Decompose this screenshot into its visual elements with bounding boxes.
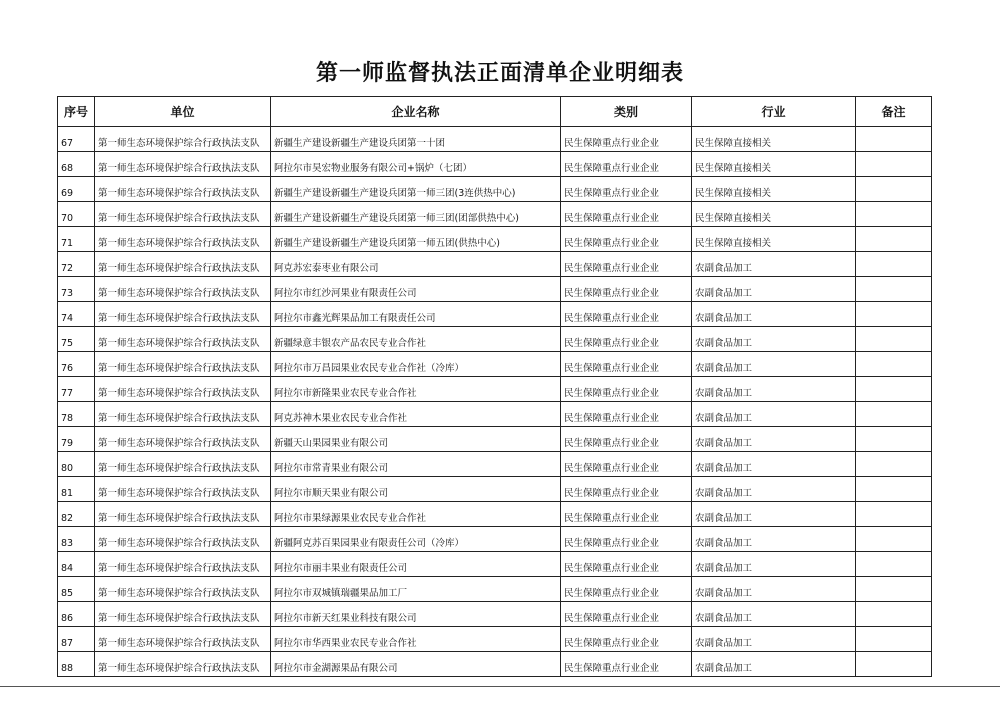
- cell-unit: 第一师生态环境保护综合行政执法支队: [95, 427, 271, 452]
- cell-category: 民生保障重点行业企业: [561, 227, 692, 252]
- cell-industry: 农副食品加工: [692, 327, 856, 352]
- header-industry: 行业: [692, 97, 856, 127]
- cell-note: [856, 552, 932, 577]
- cell-industry: 农副食品加工: [692, 627, 856, 652]
- table-row: [58, 502, 932, 527]
- cell-company: 新疆生产建设新疆生产建设兵团第一师三团(团部供热中心): [271, 202, 561, 227]
- cell-industry: 民生保障直接相关: [692, 177, 856, 202]
- cell-unit: 第一师生态环境保护综合行政执法支队: [95, 452, 271, 477]
- cell-unit: 第一师生态环境保护综合行政执法支队: [95, 302, 271, 327]
- cell-company: 阿拉尔市果绿源果业农民专业合作社: [271, 502, 561, 527]
- table-row: [58, 577, 932, 602]
- cell-seq: 77: [58, 377, 95, 402]
- cell-seq: 88: [58, 652, 95, 677]
- cell-seq: 78: [58, 402, 95, 427]
- cell-company: 新疆生产建设新疆生产建设兵团第一师五团(供热中心): [271, 227, 561, 252]
- cell-category: 民生保障重点行业企业: [561, 527, 692, 552]
- table-row: [58, 602, 932, 627]
- cell-unit: 第一师生态环境保护综合行政执法支队: [95, 627, 271, 652]
- cell-note: [856, 527, 932, 552]
- cell-unit: 第一师生态环境保护综合行政执法支队: [95, 327, 271, 352]
- cell-company: 新疆生产建设新疆生产建设兵团第一十团: [271, 127, 561, 152]
- cell-seq: 73: [58, 277, 95, 302]
- table-row: [58, 152, 932, 177]
- cell-industry: 民生保障直接相关: [692, 202, 856, 227]
- cell-industry: 农副食品加工: [692, 502, 856, 527]
- cell-note: [856, 502, 932, 527]
- cell-seq: 85: [58, 577, 95, 602]
- table-row: [58, 452, 932, 477]
- cell-company: 新疆天山果园果业有限公司: [271, 427, 561, 452]
- header-company: 企业名称: [271, 97, 561, 127]
- cell-category: 民生保障重点行业企业: [561, 652, 692, 677]
- cell-category: 民生保障重点行业企业: [561, 452, 692, 477]
- page-title: 第一师监督执法正面清单企业明细表: [315, 60, 684, 86]
- cell-unit: 第一师生态环境保护综合行政执法支队: [95, 377, 271, 402]
- cell-category: 民生保障重点行业企业: [561, 277, 692, 302]
- cell-note: [856, 577, 932, 602]
- table-row: [58, 352, 932, 377]
- table-row: [58, 277, 932, 302]
- cell-company: 新疆绿意丰银农产品农民专业合作社: [271, 327, 561, 352]
- enterprise-table: [57, 96, 932, 677]
- cell-category: 民生保障重点行业企业: [561, 252, 692, 277]
- cell-note: [856, 227, 932, 252]
- table-row: [58, 202, 932, 227]
- cell-industry: 民生保障直接相关: [692, 227, 856, 252]
- cell-company: 阿拉尔市昊宏物业服务有限公司+锅炉（七团）: [271, 152, 561, 177]
- cell-industry: 农副食品加工: [692, 602, 856, 627]
- cell-industry: 农副食品加工: [692, 577, 856, 602]
- cell-category: 民生保障重点行业企业: [561, 302, 692, 327]
- cell-seq: 74: [58, 302, 95, 327]
- cell-seq: 76: [58, 352, 95, 377]
- cell-company: 阿克苏宏泰枣业有限公司: [271, 252, 561, 277]
- scan-edge-line: [0, 686, 1000, 687]
- cell-note: [856, 602, 932, 627]
- cell-note: [856, 652, 932, 677]
- cell-note: [856, 127, 932, 152]
- cell-unit: 第一师生态环境保护综合行政执法支队: [95, 177, 271, 202]
- table-row: [58, 552, 932, 577]
- cell-industry: 农副食品加工: [692, 427, 856, 452]
- cell-category: 民生保障重点行业企业: [561, 177, 692, 202]
- cell-unit: 第一师生态环境保护综合行政执法支队: [95, 152, 271, 177]
- cell-category: 民生保障重点行业企业: [561, 352, 692, 377]
- table-row: [58, 327, 932, 352]
- cell-industry: 农副食品加工: [692, 302, 856, 327]
- cell-seq: 84: [58, 552, 95, 577]
- cell-company: 阿拉尔市华西果业农民专业合作社: [271, 627, 561, 652]
- cell-note: [856, 377, 932, 402]
- cell-industry: 农副食品加工: [692, 652, 856, 677]
- cell-note: [856, 352, 932, 377]
- cell-company: 阿拉尔市新隆果业农民专业合作社: [271, 377, 561, 402]
- cell-seq: 68: [58, 152, 95, 177]
- cell-category: 民生保障重点行业企业: [561, 202, 692, 227]
- table-header-row: [58, 97, 932, 127]
- table-row: [58, 377, 932, 402]
- cell-industry: 农副食品加工: [692, 452, 856, 477]
- cell-category: 民生保障重点行业企业: [561, 427, 692, 452]
- table-row: [58, 402, 932, 427]
- cell-seq: 67: [58, 127, 95, 152]
- cell-note: [856, 152, 932, 177]
- cell-seq: 86: [58, 602, 95, 627]
- cell-company: 新疆阿克苏百果园果业有限责任公司（冷库）: [271, 527, 561, 552]
- cell-unit: 第一师生态环境保护综合行政执法支队: [95, 652, 271, 677]
- cell-category: 民生保障重点行业企业: [561, 627, 692, 652]
- cell-category: 民生保障重点行业企业: [561, 402, 692, 427]
- cell-seq: 82: [58, 502, 95, 527]
- cell-seq: 80: [58, 452, 95, 477]
- cell-unit: 第一师生态环境保护综合行政执法支队: [95, 577, 271, 602]
- cell-seq: 75: [58, 327, 95, 352]
- cell-company: 阿拉尔市丽丰果业有限责任公司: [271, 552, 561, 577]
- table-row: [58, 627, 932, 652]
- cell-unit: 第一师生态环境保护综合行政执法支队: [95, 477, 271, 502]
- cell-unit: 第一师生态环境保护综合行政执法支队: [95, 502, 271, 527]
- cell-unit: 第一师生态环境保护综合行政执法支队: [95, 127, 271, 152]
- cell-unit: 第一师生态环境保护综合行政执法支队: [95, 352, 271, 377]
- cell-company: 阿拉尔市万昌园果业农民专业合作社（冷库）: [271, 352, 561, 377]
- cell-industry: 民生保障直接相关: [692, 152, 856, 177]
- cell-company: 阿拉尔市鑫光辉果品加工有限责任公司: [271, 302, 561, 327]
- cell-industry: 农副食品加工: [692, 277, 856, 302]
- cell-category: 民生保障重点行业企业: [561, 377, 692, 402]
- cell-company: 阿拉尔市红沙河果业有限责任公司: [271, 277, 561, 302]
- cell-industry: 农副食品加工: [692, 477, 856, 502]
- cell-seq: 87: [58, 627, 95, 652]
- table-row: [58, 227, 932, 252]
- header-note: 备注: [856, 97, 932, 127]
- cell-seq: 72: [58, 252, 95, 277]
- cell-category: 民生保障重点行业企业: [561, 152, 692, 177]
- cell-note: [856, 252, 932, 277]
- table-body: [58, 127, 932, 677]
- cell-company: 阿拉尔市双城镇瑞疆果品加工厂: [271, 577, 561, 602]
- cell-category: 民生保障重点行业企业: [561, 327, 692, 352]
- cell-company: 阿拉尔市顺天果业有限公司: [271, 477, 561, 502]
- table-row: [58, 302, 932, 327]
- cell-unit: 第一师生态环境保护综合行政执法支队: [95, 602, 271, 627]
- cell-company: 阿拉尔市常青果业有限公司: [271, 452, 561, 477]
- cell-industry: 农副食品加工: [692, 252, 856, 277]
- table-row: [58, 177, 932, 202]
- cell-seq: 69: [58, 177, 95, 202]
- cell-seq: 70: [58, 202, 95, 227]
- cell-category: 民生保障重点行业企业: [561, 502, 692, 527]
- cell-seq: 71: [58, 227, 95, 252]
- table-row: [58, 652, 932, 677]
- cell-note: [856, 477, 932, 502]
- cell-unit: 第一师生态环境保护综合行政执法支队: [95, 277, 271, 302]
- cell-category: 民生保障重点行业企业: [561, 602, 692, 627]
- table-row: [58, 527, 932, 552]
- cell-industry: 民生保障直接相关: [692, 127, 856, 152]
- cell-note: [856, 177, 932, 202]
- header-unit: 单位: [95, 97, 271, 127]
- cell-note: [856, 202, 932, 227]
- cell-seq: 81: [58, 477, 95, 502]
- cell-note: [856, 327, 932, 352]
- cell-unit: 第一师生态环境保护综合行政执法支队: [95, 202, 271, 227]
- cell-note: [856, 627, 932, 652]
- cell-company: 阿克苏神木果业农民专业合作社: [271, 402, 561, 427]
- header-seq: 序号: [58, 97, 95, 127]
- cell-note: [856, 402, 932, 427]
- cell-unit: 第一师生态环境保护综合行政执法支队: [95, 402, 271, 427]
- cell-industry: 农副食品加工: [692, 377, 856, 402]
- cell-note: [856, 302, 932, 327]
- cell-unit: 第一师生态环境保护综合行政执法支队: [95, 527, 271, 552]
- cell-seq: 79: [58, 427, 95, 452]
- cell-category: 民生保障重点行业企业: [561, 552, 692, 577]
- cell-unit: 第一师生态环境保护综合行政执法支队: [95, 552, 271, 577]
- cell-industry: 农副食品加工: [692, 352, 856, 377]
- table-row: [58, 477, 932, 502]
- cell-seq: 83: [58, 527, 95, 552]
- cell-unit: 第一师生态环境保护综合行政执法支队: [95, 227, 271, 252]
- cell-industry: 农副食品加工: [692, 402, 856, 427]
- table-row: [58, 427, 932, 452]
- table-row: [58, 252, 932, 277]
- table-row: [58, 127, 932, 152]
- cell-category: 民生保障重点行业企业: [561, 127, 692, 152]
- cell-industry: 农副食品加工: [692, 552, 856, 577]
- cell-category: 民生保障重点行业企业: [561, 477, 692, 502]
- cell-unit: 第一师生态环境保护综合行政执法支队: [95, 252, 271, 277]
- cell-industry: 农副食品加工: [692, 527, 856, 552]
- cell-note: [856, 277, 932, 302]
- cell-category: 民生保障重点行业企业: [561, 577, 692, 602]
- cell-company: 新疆生产建设新疆生产建设兵团第一师三团(3连供热中心): [271, 177, 561, 202]
- cell-note: [856, 452, 932, 477]
- cell-company: 阿拉尔市金湖源果品有限公司: [271, 652, 561, 677]
- cell-company: 阿拉尔市新天红果业科技有限公司: [271, 602, 561, 627]
- header-category: 类别: [561, 97, 692, 127]
- cell-note: [856, 427, 932, 452]
